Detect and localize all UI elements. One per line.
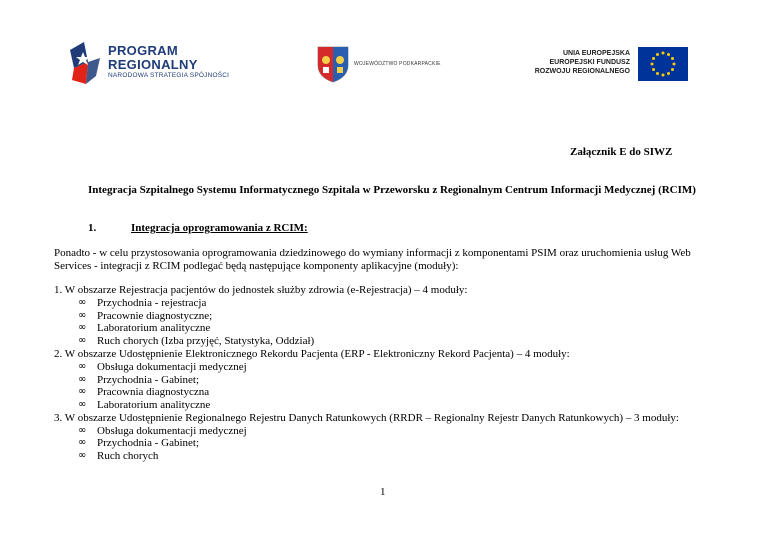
eu-logo-line2: EUROPEJSKI FUNDUSZ bbox=[549, 59, 630, 66]
list-item: ∞ Laboratorium analityczne bbox=[78, 398, 211, 411]
bullet-icon: ∞ bbox=[78, 309, 87, 321]
bullet-icon: ∞ bbox=[78, 297, 87, 308]
group-title: 3. W obszarze Udostępnienie Regionalnego Rejestru Danych Ratunkowych (RRDR – Regionalny Rejestr Danych Ratunkowych) – 3 moduły: bbox=[54, 411, 679, 424]
bullet-icon: ∞ bbox=[78, 424, 87, 436]
group-title: 2. W obszarze Udostępnienie Elektronicznego Rekordu Pacjenta (ERP - Elektroniczny Rekord Pacjenta) – 4 moduły: bbox=[54, 347, 570, 360]
list-item: ∞ Ruch chorych (Izba przyjęć, Statystyka, Oddział) bbox=[78, 335, 315, 348]
page-number: 1 bbox=[380, 486, 386, 498]
program-logo-line1: PROGRAM bbox=[108, 43, 178, 58]
list-item: ∞ Przychodnia - Gabinet; bbox=[78, 437, 200, 450]
document-title: Integracja Szpitalnego Systemu Informatycznego Szpitala w Przeworsku z Regionalnym Centrum Informacji Medycznej (RCIM) bbox=[88, 184, 696, 196]
attachment-label: Załącznik E do SIWZ bbox=[570, 146, 673, 158]
list-item: ∞ Ruch chorych bbox=[78, 450, 159, 463]
eu-logo-line3: ROZWOJU REGIONALNEGO bbox=[534, 68, 630, 75]
wojewodztwo-label: WOJEWÓDZTWO PODKARPACKIE bbox=[354, 61, 441, 67]
eu-flag-icon bbox=[638, 47, 688, 81]
program-regionalny-logo bbox=[66, 40, 256, 90]
bullet-icon: ∞ bbox=[78, 373, 87, 385]
module-list bbox=[78, 297, 734, 348]
bullet-icon: ∞ bbox=[78, 437, 87, 449]
section-title: Integracja oprogramowania z RCIM: bbox=[131, 222, 308, 234]
intro-paragraph: Ponadto - w celu przystosowania oprogramowania dziedzinowego do wymiany informacji z komponentami PSIM oraz uruchomienia usług Web Services - integracji z RCIM podlegać będą następujące komponenty aplikacyjne (moduły): bbox=[54, 247, 691, 272]
program-logo-subtitle: NARODOWA STRATEGIA SPÓJNOŚCI bbox=[108, 72, 230, 79]
section-number: 1. bbox=[88, 222, 97, 234]
wojewodztwo-logo bbox=[316, 45, 456, 85]
module-groups bbox=[54, 284, 734, 463]
group-title: 1. W obszarze Rejestracja pacjentów do jednostek służby zdrowia (e-Rejestracja) – 4 moduły: bbox=[54, 284, 468, 296]
list-item: ∞ Pracownia diagnostyczna bbox=[78, 386, 210, 399]
list-item: ∞ Przychodnia - rejestracja bbox=[78, 297, 207, 309]
eu-logo-line1: UNIA EUROPEJSKA bbox=[562, 50, 630, 57]
bullet-icon: ∞ bbox=[78, 386, 87, 398]
list-item: ∞ Obsługa dokumentacji medycznej bbox=[78, 424, 247, 437]
program-logo-line2: REGIONALNY bbox=[108, 57, 198, 72]
bullet-icon: ∞ bbox=[78, 450, 87, 462]
eu-logo bbox=[520, 45, 690, 85]
bullet-icon: ∞ bbox=[78, 360, 87, 372]
list-item: ∞ Pracownie diagnostyczne; bbox=[78, 309, 213, 322]
bullet-icon: ∞ bbox=[78, 322, 87, 334]
module-list bbox=[78, 361, 734, 412]
bullet-icon: ∞ bbox=[78, 335, 87, 347]
module-list bbox=[78, 425, 734, 463]
list-item: ∞ Obsługa dokumentacji medycznej bbox=[78, 360, 247, 373]
program-regionalny-emblem-icon bbox=[66, 40, 102, 86]
bullet-icon: ∞ bbox=[78, 398, 87, 410]
coat-of-arms-icon bbox=[316, 45, 350, 83]
list-item: ∞ Przychodnia - Gabinet; bbox=[78, 373, 200, 386]
list-item: ∞ Laboratorium analityczne bbox=[78, 322, 211, 335]
